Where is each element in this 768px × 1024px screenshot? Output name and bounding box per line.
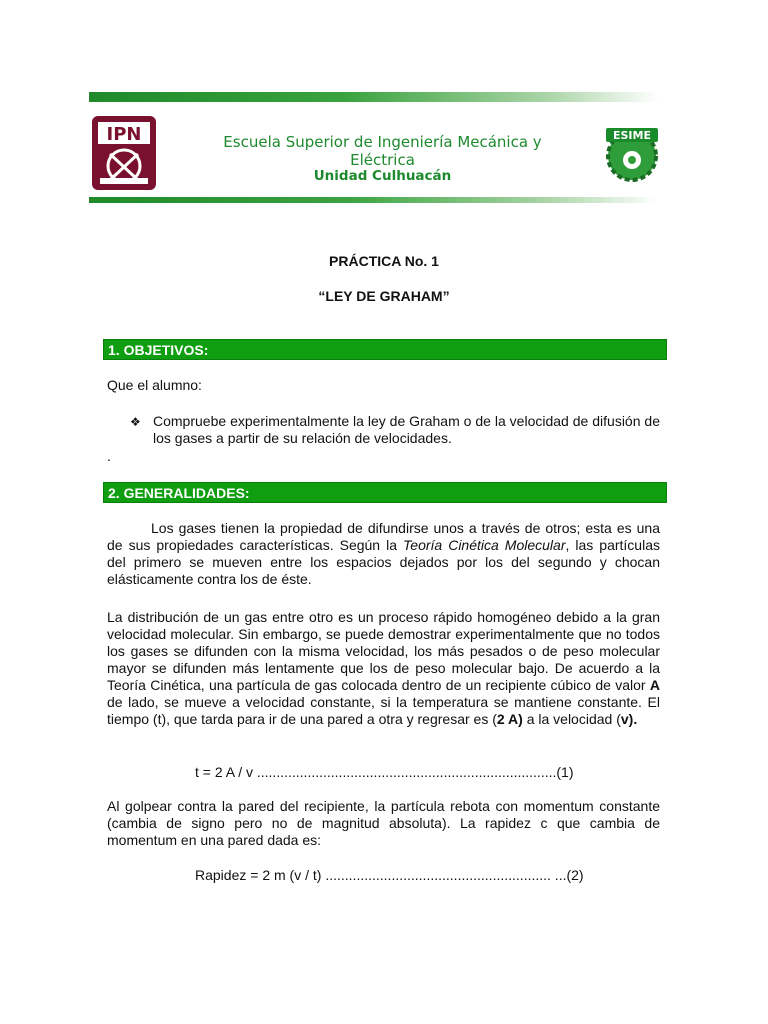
ipn-logo-text: IPN — [106, 124, 142, 145]
paragraph-2 — [107, 609, 660, 728]
header-bottom-bar — [89, 197, 659, 203]
p2-text-a: La distribución de un gas entre otro es un proceso rápido homogéneo debido a la gran velocidad molecular. Sin embargo, se puede demostrar experimentalmente que no todos los gases se difunden con la misma velocidad, los más pesados o de peso molecular mayor se difunden más lentamente que los de peso molecular bajo. De acuerdo a la Teoría Cinética, una partícula de gas colocada dentro de un recipiente cúbico de valor — [107, 609, 660, 693]
esime-logo-text: ESIME — [613, 129, 651, 142]
p1-italic-term: Teoría Cinética Molecular — [403, 537, 566, 553]
paragraph-3: Al golpear contra la pared del recipiente, la partícula rebota con momentum constante (cambia de signo pero no de magnitud absoluta). La rapidez c que cambia de momentum en una pared dada es: — [107, 798, 660, 848]
ipn-logo-icon — [90, 114, 158, 192]
practice-number: PRÁCTICA No. 1 — [329, 253, 439, 269]
section-heading-generalities: 2. GENERALIDADES: — [103, 482, 667, 503]
school-name: Escuela Superior de Ingeniería Mecánica y Eléctrica — [223, 133, 542, 169]
p1-text-b: , las partículas del primero se mueven entre los espacios dejados por los del segundo y chocan elásticamente contra los de éste. — [107, 537, 660, 587]
esime-logo-icon — [602, 122, 662, 184]
header-top-bar — [89, 92, 659, 102]
equation-1: t = 2 A / v .............................................................................(1) — [195, 764, 574, 780]
p2-bold-2a: 2 A) — [496, 711, 523, 727]
p2-bold-v: v). — [620, 711, 638, 727]
p2-bold-a: A — [649, 677, 660, 693]
paragraph-1 — [107, 520, 660, 588]
bullet-icon: ❖ — [130, 415, 141, 429]
practice-title: “LEY DE GRAHAM” — [318, 288, 450, 304]
unit-name: Unidad Culhuacán — [313, 168, 452, 184]
stray-period: . — [107, 448, 111, 464]
p2-text-c: a la velocidad ( — [522, 711, 621, 727]
section-heading-objectives: 1. OBJETIVOS: — [103, 339, 667, 360]
p1-text-a: Los gases tienen la propiedad de difundirse unos a través de otros; esta es una de sus propiedades características. Según la — [107, 520, 660, 553]
equation-2: Rapidez = 2 m (v / t) .......................................................... ...(2) — [195, 867, 584, 883]
p2-text-b: de lado, se mueve a velocidad constante, si la temperatura se mantiene constante. El tiempo (t), que tarda para ir de una pared a otra y regresar es ( — [107, 694, 660, 727]
objectives-intro: Que el alumno: — [107, 377, 202, 393]
objective-item: Compruebe experimentalmente la ley de Graham o de la velocidad de difusión de los gases a partir de su relación de velocidades. — [153, 413, 660, 446]
